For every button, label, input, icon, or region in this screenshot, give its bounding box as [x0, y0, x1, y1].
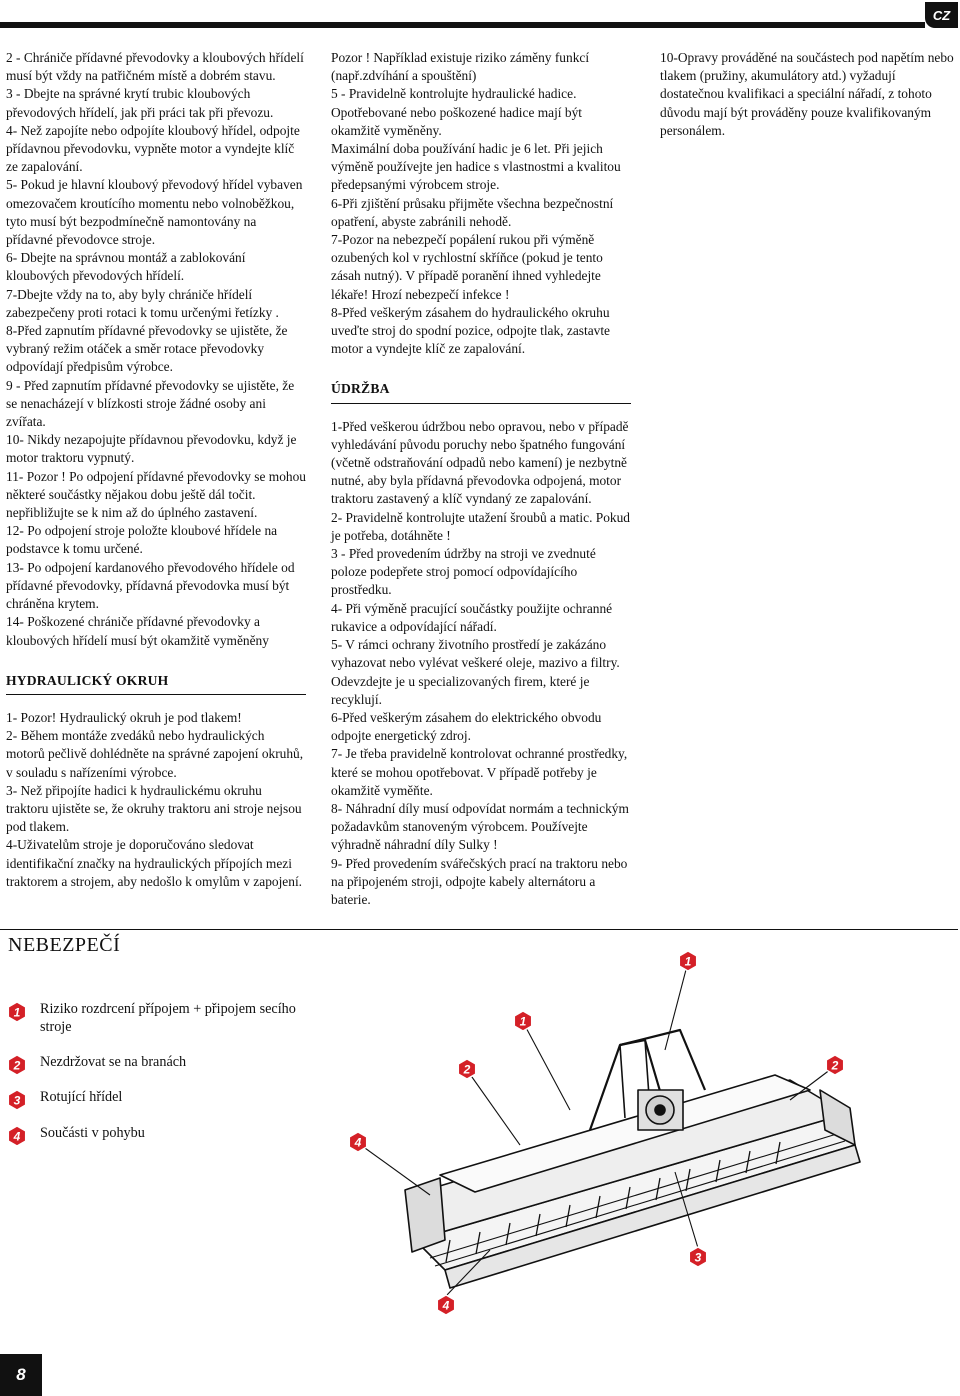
danger-legend-item — [6, 1124, 306, 1152]
paragraph: 6-Při zjištění průsaku přijměte všechna bezpečnostní opatření, abyste zabránili nehodě. — [331, 195, 614, 229]
paragraph: 4- Než zapojíte nebo odpojíte kloubový hřídel, odpojte přídavnou převodovku, vypněte motor a vyndejte klíč ze zapalování. — [6, 122, 300, 175]
danger-title: NEBEZPEČÍ — [8, 934, 121, 956]
legend-label: Riziko rozdrcení přípojem + připojem secího stroje — [40, 1001, 296, 1035]
paragraph: 2- Pravidelně kontrolujte utažení šroubů a matic. Pokud je potřeba, dotáhněte ! — [331, 509, 630, 543]
callout-2-icon — [826, 1055, 843, 1075]
paragraph: 5 - Pravidelně kontrolujte hydraulické hadice. Opotřebované nebo poškozené hadice mají být okamžitě vyměněny. — [331, 86, 582, 138]
badge-number: 1 — [13, 1005, 21, 1020]
danger-legend-item — [6, 1053, 306, 1081]
heading-rule — [331, 403, 631, 404]
paragraph: 3 - Dbejte na správné krytí trubic kloubových převodových hřídelí, jak při práci tak při převozu. — [6, 86, 274, 120]
hydraulic-heading: HYDRAULICKÝ OKRUH — [6, 672, 169, 688]
paragraph: 4- Při výměně pracující součástky použijte ochranné rukavice a odpovídající nářadí. — [331, 600, 613, 634]
callout-4-icon — [437, 1295, 454, 1315]
maintenance-list — [331, 418, 631, 909]
paragraph: 7- Je třeba pravidelně kontrolovat ochranné prostředky, které se mohou opotřebovat. V případě potřeby je okamžitě vyměňte. — [331, 746, 628, 798]
hazard-badge-1-icon — [6, 1000, 34, 1028]
callout-1-icon — [679, 951, 696, 971]
paragraph: 8-Před zapnutím přídavné převodovky se ujistěte, že vybraný režim otáček a směr rotace převodovky odpovídají předpisům výrobce. — [6, 323, 288, 375]
header-bar — [0, 22, 925, 28]
legend-label: Součásti v pohybu — [40, 1125, 145, 1141]
transmission-safety-list — [6, 49, 306, 650]
callout-label: 1 — [519, 1014, 527, 1029]
callout-4-icon — [349, 1132, 366, 1152]
callout-label: 3 — [694, 1250, 702, 1265]
badge-number: 4 — [13, 1129, 21, 1144]
page-number: 8 — [0, 1354, 42, 1396]
badge-number: 2 — [13, 1058, 21, 1073]
hydraulic-list — [6, 709, 306, 891]
danger-legend-item — [6, 1000, 306, 1036]
maintenance-heading: ÚDRŽBA — [331, 381, 390, 397]
section-divider — [0, 929, 958, 930]
danger-legend-item — [6, 1088, 306, 1116]
hazard-badge-3-icon — [6, 1088, 34, 1116]
legend-label: Rotující hřídel — [40, 1089, 123, 1105]
paragraph: 3- Než připojíte hadici k hydraulickému okruhu traktoru ujistěte se, že okruhy traktoru ani stroje nejsou pod tlakem. — [6, 782, 302, 835]
paragraph: 8- Náhradní díly musí odpovídat normám a technickým požadavkům stanoveným výrobcem. Používejte výhradně náhradní díly Sulky ! — [331, 800, 629, 853]
paragraph: 10-Opravy prováděné na součástech pod napětím nebo tlakem (pružiny, akumulátory atd.) vyžadují dostatečnou kvalifikaci a speciální nářadí, z tohoto důvodu mají být prováděny pouze kvalifikovaným personálem. — [660, 50, 954, 138]
callout-label: 2 — [831, 1058, 839, 1073]
paragraph: 7-Dbejte vždy na to, aby byly chrániče hřídelí zabezpečeny proti rotaci k tomu určenými řetízky . — [6, 286, 279, 320]
hydraulic-list-continued — [331, 49, 631, 358]
column-2 — [331, 49, 631, 909]
paragraph: Pozor ! Například existuje riziko záměny funkcí (např.zdvíhání a spouštění) — [331, 50, 590, 84]
callout-3-icon — [689, 1247, 706, 1267]
column-1 — [6, 49, 306, 891]
paragraph: 1- Pozor! Hydraulický okruh je pod tlakem! — [6, 709, 242, 725]
callout-label: 4 — [354, 1135, 362, 1150]
heading-rule — [6, 694, 306, 695]
language-tab: CZ — [925, 2, 958, 28]
paragraph: 2- Během montáže zvedáků nebo hydraulických motorů pečlivě dohlédněte na správné zapojení okruhů, v souladu s nařízeními výrobce. — [6, 728, 304, 780]
callout-label: 2 — [463, 1062, 471, 1077]
paragraph: 6- Dbejte na správnou montáž a zablokování kloubových převodových hřídelí. — [6, 250, 246, 284]
paragraph: 14- Poškozené chrániče přídavné převodovky a kloubových hřídelí musí být okamžitě vyměněny — [6, 614, 269, 648]
paragraph: 5- V rámci ochrany životního prostředí je zakázáno vyhazovat nebo vylévat veškeré oleje, mazivo a filtry. Odevzdejte je u specializovaných firem, které je recyklují. — [331, 637, 620, 707]
legend-label: Nezdržovat se na branách — [40, 1054, 187, 1070]
rotary-harrow-illustration — [320, 940, 950, 1325]
paragraph: Maximální doba používání hadic je 6 let. Při jejich výměně používejte jen hadice s vlastnostmi a kvalitou předepsanými výrobcem stroje. — [331, 141, 621, 193]
paragraph: 3 - Před provedením údržby na stroji ve zvednuté poloze podepřete stroj pomocí odpovídajícího prostředku. — [331, 546, 596, 598]
paragraph: 5- Pokud je hlavní kloubový převodový hřídel vybaven omezovačem kroutícího momentu nebo volnoběžkou, tyto musí být bezpodmínečně namontovány na přídavné převodovce stroje. — [6, 177, 303, 248]
paragraph: 12- Po odpojení stroje položte kloubové hřídele na podstavce k tomu určené. — [6, 523, 278, 557]
paragraph: 8-Před veškerým zásahem do hydraulického okruhu uveďte stroj do spodní pozice, odpojte tlak, zastavte motor a vyndejte klíč ze zapalování. — [331, 304, 610, 357]
paragraph: 9- Před provedením svářečských prací na traktoru nebo na připojeném stroji, odpojte kabely alternátoru a baterie. — [331, 855, 628, 907]
callout-label: 4 — [442, 1298, 450, 1313]
paragraph: 6-Před veškerým zásahem do elektrického obvodu odpojte energetický zdroj. — [331, 709, 602, 744]
paragraph: 7-Pozor na nebezpečí popálení rukou při výměně ozubených kol v rychlostní skříňce (pokud je tento zásah nutný). V případě poranění ihned vyhledejte lékaře! Hrozí nebezpečí infekce ! — [331, 232, 603, 302]
hazard-badge-2-icon — [6, 1053, 34, 1081]
paragraph: 1-Před veškerou údržbou nebo opravou, nebo v případě vyhledávání původu poruchy nebo špatného fungování (včetně odstraňování odpadů nebo kamení) je nezbytně nutné, aby byla přídavná převodovka odpojená, motor traktoru zastavený a klíč vyndaný ze zapalování. — [331, 418, 629, 507]
paragraph: 9 - Před zapnutím přídavné převodovky se ujistěte, že se nenacházejí v blízkosti stroje žádné osoby ani zvířata. — [6, 377, 295, 430]
paragraph: 4-Uživatelům stroje je doporučováno sledovat identifikační značky na hydraulických přípojích mezi traktorem a strojem, aby nedošlo k omylům v zapojení. — [6, 837, 303, 889]
hazard-badge-4-icon — [6, 1124, 34, 1152]
paragraph: 13- Po odpojení kardanového převodového hřídele od přídavné převodovky, přídavná převodovka musí být chráněna krytem. — [6, 559, 295, 612]
badge-number: 3 — [13, 1093, 21, 1108]
paragraph: 2 - Chrániče přídavné převodovky a kloubových hřídelí musí být vždy na patřičném místě a dobrém stavu. — [6, 50, 304, 84]
callout-2-icon — [458, 1059, 475, 1079]
paragraph: 10- Nikdy nezapojujte přídavnou převodovku, když je motor traktoru vypnutý. — [6, 432, 297, 466]
callout-1-icon — [514, 1011, 531, 1031]
callout-label: 1 — [684, 954, 692, 969]
paragraph: 11- Pozor ! Po odpojení přídavné převodovky se mohou některé součástky nějakou dobu ještě dál točit. nepřibližujte se k nim až do úplného zastavení. — [6, 468, 307, 521]
column-3 — [660, 49, 955, 140]
